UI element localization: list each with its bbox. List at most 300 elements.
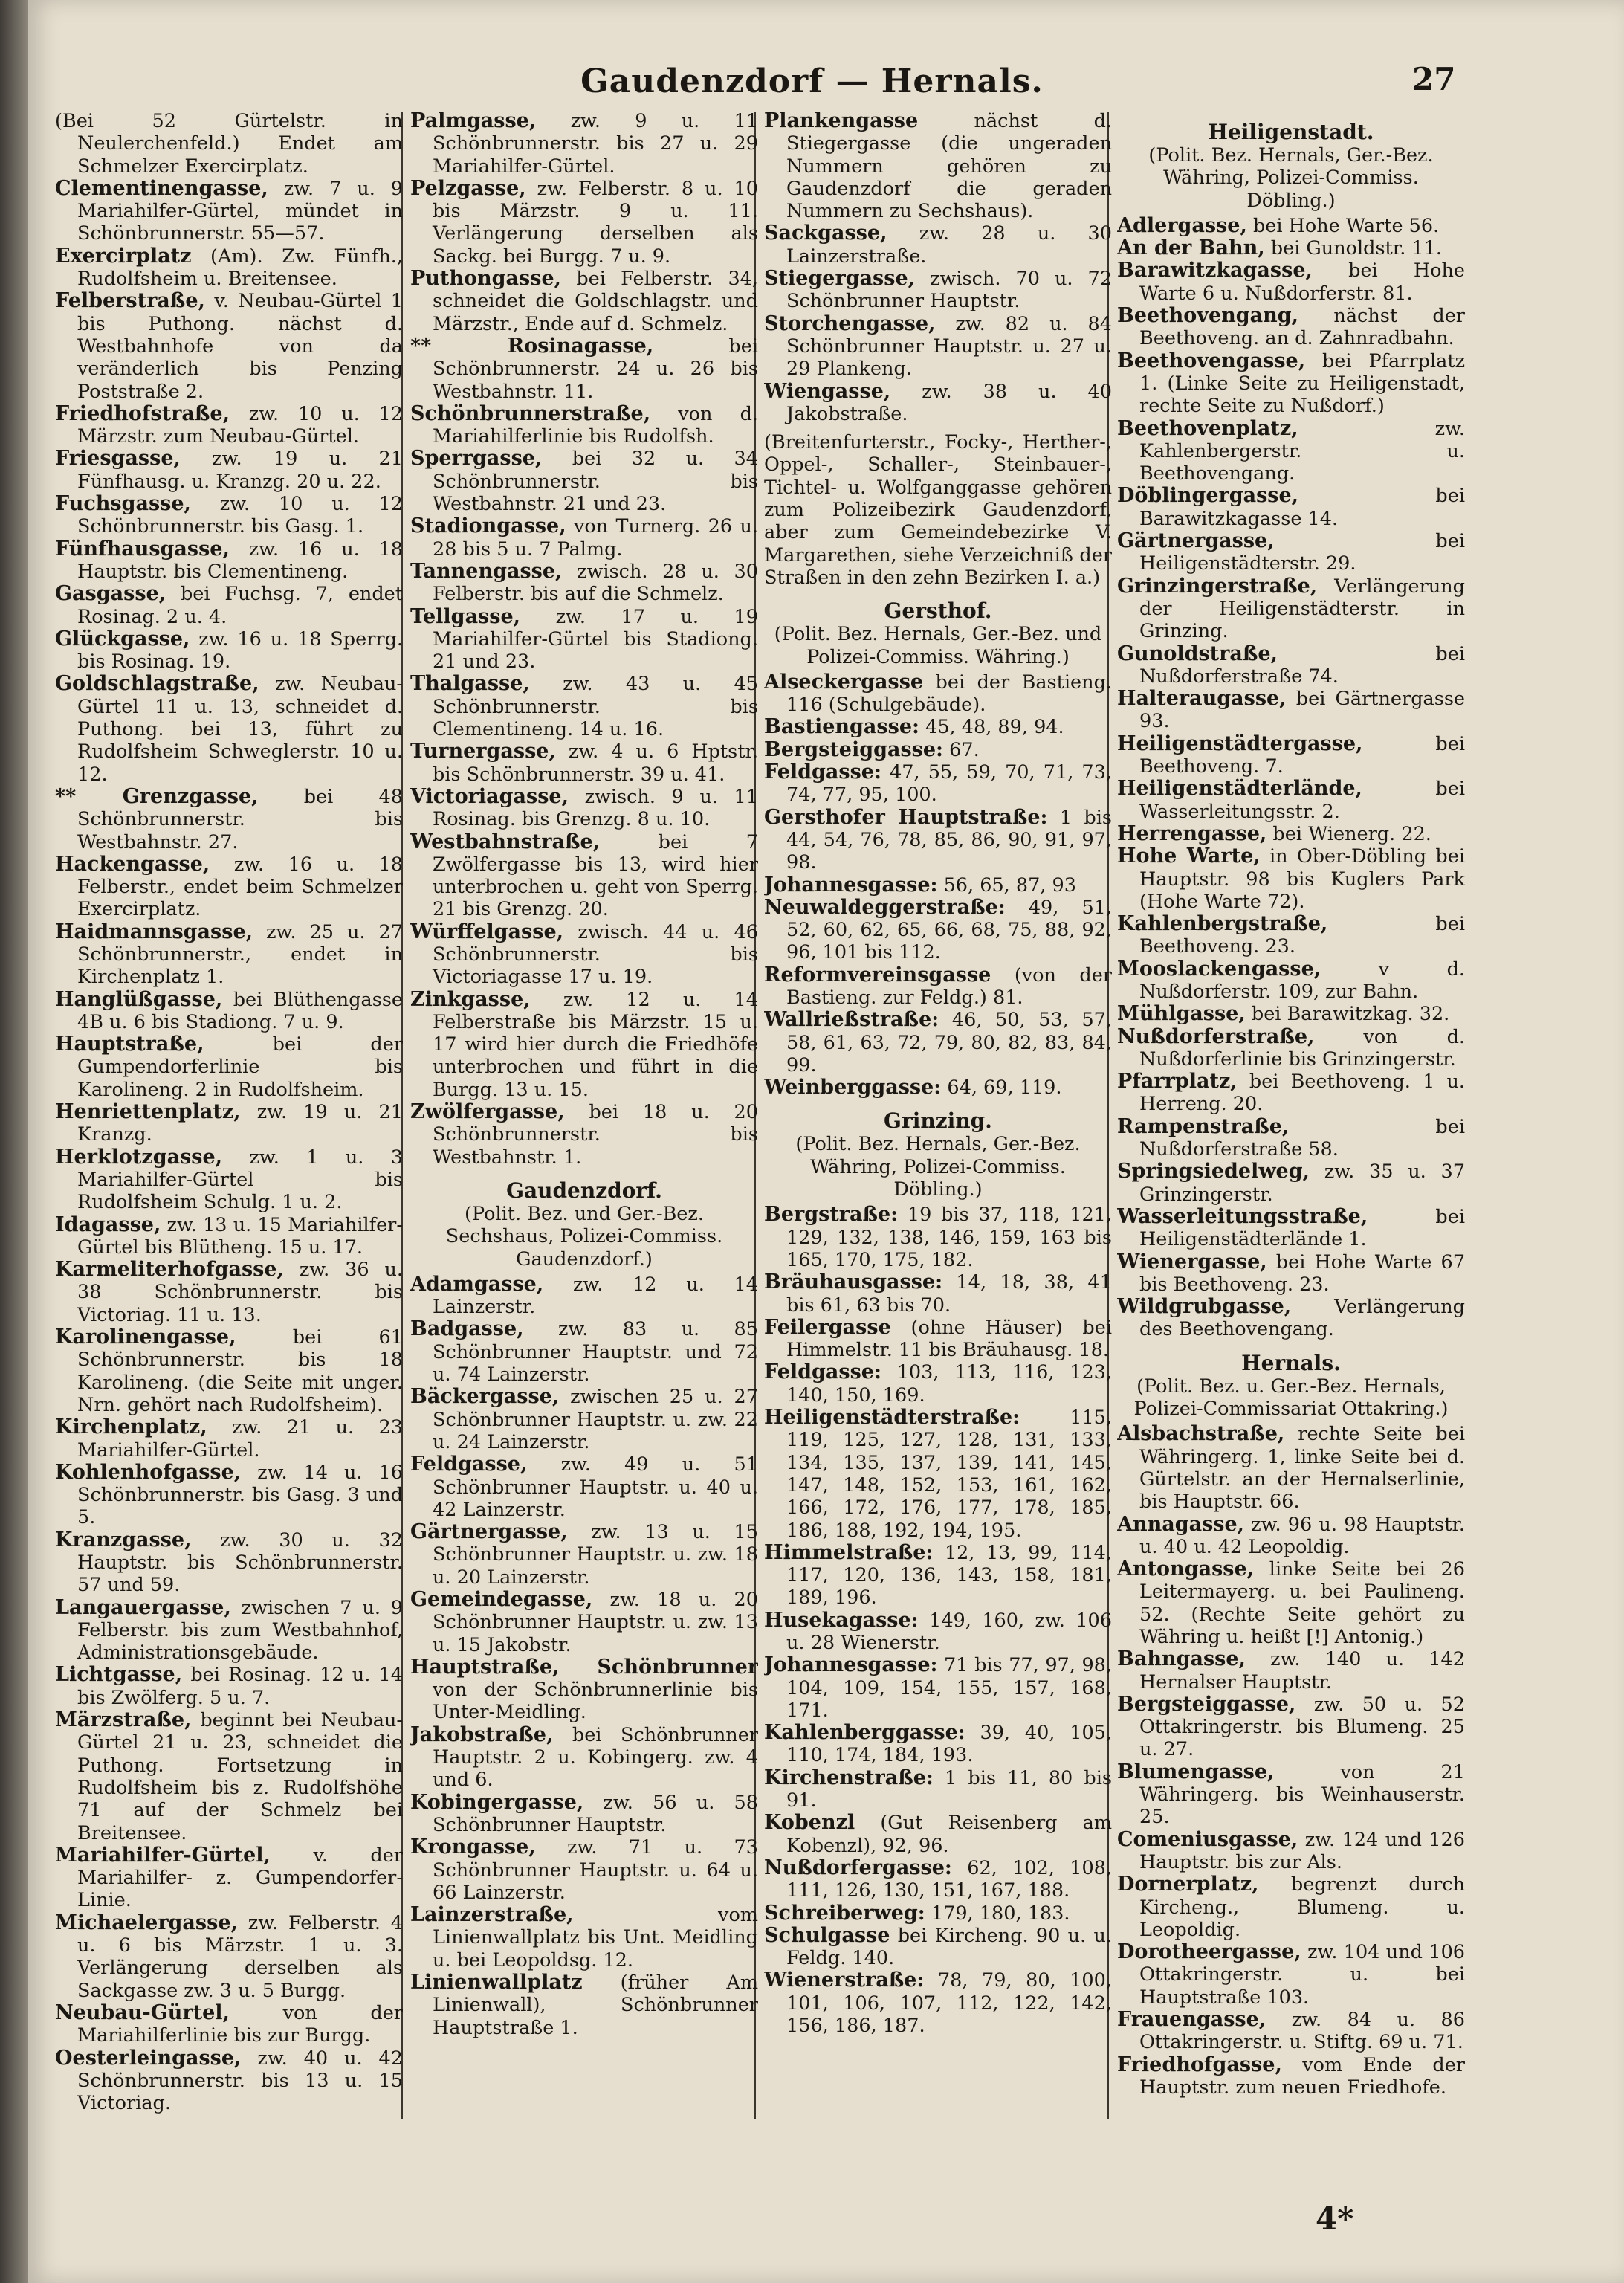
street-entry: [1117, 418, 1465, 485]
street-description: bei 7 Zwölfergasse bis 13, wird hier unterbrochen u. geht von Sperrg. 21 bis Grenzg. 20.: [433, 830, 758, 921]
street-description: von d. Mariahilferlinie bis Rudolfsh.: [433, 402, 758, 448]
street-name: Annagasse,: [1117, 1512, 1245, 1536]
street-name: Zwölfergasse,: [410, 1100, 565, 1124]
street-entry: [1117, 688, 1465, 733]
street-description: zw. 12 u. 14 Lainzerstr.: [433, 1273, 758, 1319]
street-description: 12, 13, 99, 114, 117, 120, 136, 143, 158, 181, 189, 196.: [786, 1541, 1112, 1609]
street-entry: [1117, 643, 1465, 688]
street-name: Antongasse,: [1117, 1557, 1255, 1581]
street-description: 1 bis 11, 80 bis 91.: [786, 1766, 1112, 1812]
street-entry: [764, 1076, 1112, 1099]
street-entry: [410, 1836, 758, 1904]
street-entry: [410, 673, 758, 740]
street-entry: [410, 1904, 758, 1972]
street-description: bei Beethoveng. 7.: [1139, 732, 1465, 778]
street-description: zw. 13 u. 15 Schönbrunner Hauptstr. u. zw. 18 u. 20 Lainzerstr.: [433, 1521, 758, 1589]
street-name: Gärtnergasse,: [1117, 529, 1275, 553]
street-entry: [764, 268, 1112, 313]
street-name: Schönbrunnerstraße,: [410, 401, 651, 425]
street-entry: [410, 921, 758, 989]
street-entry: [1117, 1116, 1465, 1161]
street-description: begrenzt durch Kircheng., Blumeng. u. Leopoldig.: [1139, 1873, 1465, 1941]
street-entry: [55, 628, 403, 674]
street-entry: [1117, 1873, 1465, 1941]
street-entry: [1117, 1693, 1465, 1761]
street-name: Döblingergasse,: [1117, 484, 1299, 508]
street-description: zw. 84 u. 86 Ottakringerstr. u. Stiftg. 69 u. 71.: [1139, 2009, 1465, 2054]
street-description: bei Kircheng. 90 u. u. Feldg. 140.: [786, 1924, 1112, 1970]
street-description: zw. 17 u. 19 Mariahilfer-Gürtel bis Stadiong. 21 und 23.: [433, 605, 758, 674]
street-entry: [410, 448, 758, 515]
street-entry: [764, 897, 1112, 964]
street-entry: [410, 1589, 758, 1656]
street-name: Pfarrplatz,: [1117, 1070, 1238, 1094]
street-entry: [1117, 823, 1465, 845]
street-name: Bergstraße:: [764, 1203, 899, 1227]
street-entry: [1117, 2009, 1465, 2054]
street-entry: [55, 1709, 403, 1844]
street-description: 14, 18, 38, 41 bis 61, 63 bis 70.: [786, 1271, 1112, 1317]
street-description: in Ober-Döbling bei Hauptstr. 98 bis Kuglers Park (Hohe Warte 72).: [1139, 845, 1465, 913]
street-entry: [764, 1009, 1112, 1076]
street-name: Friedhofgasse,: [1117, 2053, 1282, 2076]
street-name: Tellgasse,: [410, 604, 521, 628]
street-description: 78, 79, 80, 100, 101, 106, 107, 112, 122, 142, 156, 186, 187.: [786, 1969, 1112, 2038]
section-info: (Polit. Bez. und Ger.-Bez. Sechshaus, Polizei-Commiss. Gaudenzdorf.): [445, 1202, 723, 1270]
street-entry: [1117, 485, 1465, 530]
street-name: Gunoldstraße,: [1117, 642, 1278, 665]
section-heading: Gaudenzdorf.: [506, 1178, 662, 1203]
street-name: Beethovenplatz,: [1117, 416, 1298, 440]
street-description: zw. 16 u. 18 Hauptstr. bis Clementineng.: [77, 537, 403, 583]
street-entry: [410, 1101, 758, 1169]
street-description: zw. 4 u. 6 Hptstr. bis Schönbrunnerstr. 39 u. 41.: [433, 740, 758, 786]
street-entry: [55, 921, 403, 989]
street-name: Kirchenstraße:: [764, 1766, 934, 1789]
street-entry: [764, 1857, 1112, 1902]
street-name: Karmeliterhofgasse,: [55, 1258, 284, 1282]
street-entry: [1117, 1558, 1465, 1648]
street-description: v. Neubau-Gürtel 1 bis Puthong. nächst d. Westbahnhofe von da veränderlich bis Penzing Poststraße 2.: [77, 290, 403, 403]
street-description: zw. 13 u. 15 Mariahilfer-Gürtel bis Blütheng. 15 u. 17.: [77, 1213, 403, 1259]
street-name: Stiegergasse,: [764, 267, 916, 291]
street-entry: [764, 1204, 1112, 1271]
street-entry: [55, 673, 403, 785]
street-name: Herklotzgasse,: [55, 1145, 223, 1169]
street-entry: [410, 1972, 758, 2039]
street-entry: [55, 178, 403, 245]
street-description: zw. 18 u. 20 Schönbrunner Hauptstr. u. zw. 13 u. 15 Jakobstr.: [433, 1589, 758, 1656]
street-description: bei Beethoveng. 23.: [1139, 913, 1465, 958]
street-entry: [410, 335, 758, 403]
street-description: 115, 119, 125, 127, 128, 131, 133, 134, 135, 137, 139, 141, 145, 147, 148, 152, 153, 161, 162, 166, 172, 176, 177, 178, 185, 186, 188, 192, 194, 195.: [786, 1407, 1112, 1542]
street-entry: [1117, 1160, 1465, 1206]
street-description: zw. 49 u. 51 Schönbrunner Hauptstr. u. 40 u. 42 Lainzerstr.: [433, 1453, 758, 1521]
street-entry: [1117, 237, 1465, 259]
street-name: Neubau-Gürtel,: [55, 2001, 230, 2024]
street-name: Kobingergasse,: [410, 1790, 584, 1814]
street-description: bei Wienerg. 22.: [1272, 822, 1431, 845]
street-entry: [1117, 1423, 1465, 1513]
street-description: (Am). Zw. Fünfh., Rudolfsheim u. Breitensee.: [77, 245, 403, 291]
street-name: Herrengasse,: [1117, 821, 1267, 845]
street-description: zw. 12 u. 14 Felberstraße bis Märzstr. 15 u. 17 wird hier durch die Friedhöfe unterbrochen und führt in die Burgg. 13 u. 15.: [433, 988, 758, 1101]
street-entry: [764, 222, 1112, 268]
street-name: Springsiedelweg,: [1117, 1160, 1310, 1184]
street-name: Beethovengasse,: [1117, 349, 1306, 372]
street-description: zw. 83 u. 85 Schönbrunner Hauptstr. und 72 u. 74 Lainzerstr.: [433, 1318, 758, 1386]
street-description: zw. 28 u. 30 Lainzerstraße.: [786, 222, 1112, 268]
street-description: beginnt bei Neubau-Gürtel 21 u. 23, schneidet die Puthong. Fortsetzung in Rudolfsheim bis z. Rudolfshöhe 71 auf der Schmelz bei Breitensee.: [77, 1709, 403, 1844]
street-entry: [1117, 1026, 1465, 1071]
street-entry: [55, 1259, 403, 1326]
street-description: 1 bis 44, 54, 76, 78, 85, 86, 90, 91, 97, 98.: [786, 806, 1112, 874]
street-description: zwisch. 9 u. 11 Rosinag. bis Grenzg. 8 u. 10.: [433, 785, 758, 831]
street-entry: [55, 1597, 403, 1664]
street-description: zw. 19 u. 21 Kranzg.: [77, 1101, 403, 1146]
street-name: Grinzingerstraße,: [1117, 574, 1318, 598]
street-name: ** Grenzgasse,: [55, 784, 259, 808]
street-description: 64, 69, 119.: [947, 1076, 1062, 1099]
street-description: 67.: [949, 738, 980, 761]
street-name: Halteraugasse,: [1117, 687, 1287, 711]
street-entry: [1117, 733, 1465, 778]
street-entry: [55, 1146, 403, 1214]
street-name: Karolinengasse,: [55, 1325, 236, 1349]
street-entry: [55, 448, 403, 493]
street-entry: [410, 1318, 758, 1386]
street-description: bei Hohe Warte 6 u. Nußdorferstr. 81.: [1139, 259, 1465, 305]
street-name: Hauptstraße,: [55, 1033, 204, 1056]
street-entry: [1117, 1003, 1465, 1025]
page-number: 27: [1412, 61, 1456, 97]
street-description: bei Pfarrplatz 1. (Linke Seite zu Heiligenstadt, rechte Seite zu Nußdorf.): [1139, 349, 1465, 418]
street-name: Gemeindegasse,: [410, 1588, 593, 1611]
street-name: Dorotheergasse,: [1117, 1940, 1301, 1964]
street-entry: [1117, 845, 1465, 913]
street-description: bei Heiligenstädterstr. 29.: [1139, 530, 1465, 575]
street-entry: [764, 716, 1112, 738]
street-description: zw. 16 u. 18 Felberstr., endet beim Schmelzer Exercirplatz.: [77, 853, 403, 921]
street-name: Gärtnergasse,: [410, 1520, 568, 1544]
street-name: Bräuhausgasse:: [764, 1270, 943, 1294]
street-name: Reformvereinsgasse: [764, 963, 991, 986]
section-note: (Breitenfurterstr., Focky-, Herther-, Oppel-, Schaller-, Steinbauer-, Tichtel- u. Wolfganggasse gehören zum Polizeibezirk Gaudenzdorf, aber zum Gemeindebezirke V. Margarethen, siehe Verzeichniß der Straßen in den zehn Bezirken I. a.): [764, 431, 1112, 589]
street-description: v d. Nußdorferstr. 109, zur Bahn.: [1139, 958, 1465, 1003]
street-entry: [55, 1416, 403, 1462]
street-entry: [410, 561, 758, 606]
street-entry: [55, 110, 403, 178]
street-entry: [1117, 575, 1465, 643]
street-name: Kirchenplatz,: [55, 1415, 207, 1439]
street-name: Glückgasse,: [55, 627, 190, 650]
street-name: Gersthofer Hauptstraße:: [764, 805, 1048, 829]
street-description: bei Blüthengasse 4B u. 6 bis Stadiong. 7 u. 9.: [77, 988, 403, 1033]
street-entry: [764, 313, 1112, 381]
street-entry: [410, 515, 758, 561]
street-entry: [410, 403, 758, 448]
street-name: Idagasse,: [55, 1212, 161, 1236]
street-entry: [764, 1722, 1112, 1767]
street-name: Fünfhausgasse,: [55, 537, 230, 561]
street-name: Lainzerstraße,: [410, 1903, 574, 1927]
street-description: von Turnerg. 26 u. 28 bis 5 u. 7 Palmg.: [433, 515, 758, 561]
street-entry: [55, 403, 403, 448]
street-description: 179, 180, 183.: [931, 1902, 1070, 1925]
street-description: (früher Am Linienwall), Schönbrunner Hauptstraße 1.: [433, 1972, 758, 2039]
street-description: zw. Felberstr. 8 u. 10 bis Märzstr. 9 u. 11. Verlängerung derselben als Sackg. bei Burgg. 7 u. 9.: [433, 177, 758, 268]
street-entry: [764, 1902, 1112, 1925]
street-description: (Gut Reisenberg am Kobenzl), 92, 96.: [786, 1812, 1112, 1857]
street-name: Langauergasse,: [55, 1595, 231, 1619]
street-name: An der Bahn,: [1117, 236, 1265, 260]
street-description: bei Barawitzkagasse 14.: [1139, 485, 1465, 530]
street-entry: [410, 989, 758, 1101]
street-name: Feilergasse: [764, 1315, 891, 1339]
street-name: Exercirplatz: [55, 244, 192, 268]
street-description: 19 bis 37, 118, 121, 129, 132, 138, 146, 159, 163 bis 165, 170, 175, 182.: [786, 1204, 1112, 1271]
street-entry: [764, 1767, 1112, 1812]
street-description: von 21 Währingerg. bis Weinhauserstr. 25.: [1139, 1760, 1465, 1829]
street-name: Husekagasse:: [764, 1608, 919, 1632]
section-info: (Polit. Bez. u. Ger.-Bez. Hernals, Polizei-Commissariat Ottakring.): [1133, 1375, 1449, 1421]
street-name: Felberstraße,: [55, 289, 205, 313]
street-name: Hanglüßgasse,: [55, 987, 223, 1011]
street-entry: [55, 1912, 403, 2002]
street-name: Nußdorferstraße,: [1117, 1024, 1315, 1048]
street-name: Nußdorfergasse:: [764, 1856, 952, 1879]
street-entry: [410, 1521, 758, 1589]
column-3: [764, 110, 1112, 2251]
street-entry: [1117, 913, 1465, 958]
street-description: zw. 124 und 126 Hauptstr. bis zur Als.: [1139, 1828, 1465, 1873]
street-name: Adamgasse,: [410, 1272, 544, 1296]
street-entry: [1117, 1251, 1465, 1297]
section-heading: Hernals.: [1241, 1350, 1341, 1375]
street-description: bei Nußdorferstraße 58.: [1139, 1115, 1465, 1161]
street-entry: [55, 245, 403, 291]
street-name: Wiengasse,: [764, 379, 891, 403]
street-entry: [1117, 1648, 1465, 1693]
section-info: (Polit. Bez. Hernals, Ger.-Bez. Währing, Polizei-Commiss. Döbling.): [1148, 144, 1434, 212]
street-entry: [410, 1453, 758, 1521]
street-name: Barawitzkagasse,: [1117, 259, 1313, 282]
street-name: Schreiberweg:: [764, 1901, 925, 1925]
street-name: Feldgasse:: [764, 761, 881, 784]
street-entry: [55, 1101, 403, 1146]
section-heading: Gersthof.: [884, 598, 992, 624]
street-entry: [764, 1609, 1112, 1655]
street-name: Stadiongasse,: [410, 514, 566, 538]
street-description: zwisch. 70 u. 72 Schönbrunner Hauptstr.: [786, 268, 1112, 313]
street-entry: [410, 110, 758, 178]
street-entry: [55, 1664, 403, 1709]
street-name: Goldschlagstraße,: [55, 672, 259, 696]
street-description: nächst der Beethoveng. an d. Zahnradbahn.: [1139, 305, 1465, 350]
street-description: bei Wasserleitungsstr. 2.: [1139, 778, 1465, 823]
street-name: Mariahilfer-Gürtel,: [55, 1843, 271, 1867]
street-entry: [764, 1969, 1112, 2037]
street-description: zwisch. 28 u. 30 Felberstr. bis auf die Schmelz.: [433, 560, 758, 606]
street-description: zw. 10 u. 12 Schönbrunnerstr. bis Gasg. 1.: [77, 493, 403, 538]
street-description: Verlängerung der Heiligenstädterstr. in Grinzing.: [1139, 575, 1465, 643]
street-name: Mooslackengasse,: [1117, 957, 1321, 981]
street-description: Verlängerung des Beethovengang.: [1139, 1296, 1465, 1341]
street-name: Heiligenstädtergasse,: [1117, 732, 1363, 755]
section-info: (Polit. Bez. Hernals, Ger.-Bez. und Polizei-Commiss. Währing.): [774, 623, 1102, 668]
street-description: von d. Nußdorferlinie bis Grinzingerstr.: [1139, 1025, 1465, 1071]
street-name: Pelzgasse,: [410, 176, 526, 200]
street-description: zw. 14 u. 16 Schönbrunnerstr. bis Gasg. 3 und 5.: [77, 1461, 403, 1529]
street-name: Fuchsgasse,: [55, 492, 191, 516]
street-entry: [1117, 1071, 1465, 1116]
street-entry: [55, 290, 403, 402]
street-name: ** Rosinagasse,: [410, 334, 654, 358]
street-description: zw. 16 u. 18 Sperrg. bis Rosinag. 19.: [77, 627, 403, 674]
street-name: Johannesgasse:: [764, 873, 938, 897]
street-name: Jakobstraße,: [410, 1722, 554, 1746]
street-entry: [55, 538, 403, 584]
street-description: bei Heiligenstädterlände 1.: [1139, 1205, 1465, 1251]
page-header-title: Gaudenzdorf — Hernals.: [580, 62, 1044, 100]
street-entry: [55, 1033, 403, 1101]
street-entry: [1117, 1514, 1465, 1559]
street-name: Neuwaldeggerstraße:: [764, 895, 1006, 919]
street-entry: [1117, 1829, 1465, 1874]
street-description: vom Linienwallplatz bis Unt. Meidling u. bei Leopoldsg. 12.: [433, 1904, 758, 1972]
street-name: Linienwallplatz: [410, 1971, 583, 1995]
street-entry: [1117, 1206, 1465, 1251]
street-name: Schulgasse: [764, 1923, 890, 1947]
street-description: (ohne Häuser) bei Himmelstr. 11 bis Bräuhausg. 18.: [786, 1316, 1112, 1362]
street-description: bei Felberstr. 34, schneidet die Goldschlagstr. und Märzstr., Ende auf d. Schmelz.: [433, 268, 758, 335]
street-entry: [764, 807, 1112, 874]
street-description: zw. 30 u. 32 Hauptstr. bis Schönbrunnerstr. 57 und 59.: [77, 1528, 403, 1597]
section-heading: Heiligenstadt.: [1208, 120, 1374, 144]
street-description: bei Fuchsg. 7, endet Rosinag. 2 u. 4.: [77, 583, 403, 628]
street-name: Sperrgasse,: [410, 447, 543, 471]
street-description: zw. 9 u. 11 Schönbrunnerstr. bis 27 u. 29 Mariahilfer-Gürtel.: [433, 110, 758, 178]
street-name: Storchengasse,: [764, 311, 936, 335]
street-name: Wildgrubgasse,: [1117, 1295, 1292, 1319]
street-entry: [764, 761, 1112, 807]
street-name: Beethovengang,: [1117, 304, 1299, 328]
street-entry: [410, 178, 758, 268]
street-entry: [1117, 778, 1465, 823]
street-name: Mühlgasse,: [1117, 1002, 1246, 1026]
street-entry: [764, 671, 1112, 717]
street-description: (Bei 52 Gürtelstr. in Neulerchenfeld.) Endet am Schmelzer Exercirplatz.: [55, 110, 403, 178]
column-2: [410, 110, 758, 2251]
street-entry: [764, 739, 1112, 761]
street-entry: [1117, 259, 1465, 305]
street-name: Wasserleitungsstraße,: [1117, 1204, 1368, 1228]
street-description: vom Ende der Hauptstr. zum neuen Friedhofe.: [1139, 2053, 1465, 2099]
column-4: [1117, 110, 1465, 2251]
street-description: bei 18 u. 20 Schönbrunnerstr. bis Westbahnstr. 1.: [433, 1101, 758, 1169]
street-description: bei Schönbrunnerstr. 24 u. 26 bis Westbahnstr. 11.: [433, 335, 758, 403]
street-entry: [55, 1529, 403, 1597]
street-description: zw. 1 u. 3 Mariahilfer-Gürtel bis Rudolfsheim Schulg. 1 u. 2.: [77, 1146, 403, 1214]
street-name: Comeniusgasse,: [1117, 1827, 1298, 1851]
street-name: Kohlenhofgasse,: [55, 1460, 242, 1484]
street-description: bei der Bastieng. 116 (Schulgebäude).: [786, 671, 1112, 717]
street-description: 56, 65, 87, 93: [943, 874, 1077, 897]
street-description: v. der Mariahilfer- z. Gumpendorfer-Linie.: [77, 1844, 403, 1912]
street-description: bei Schönbrunner Hauptstr. 2 u. Kobingerg. zw. 4 und 6.: [433, 1723, 758, 1792]
street-entry: [410, 1386, 758, 1453]
street-description: bei Nußdorferstraße 74.: [1139, 642, 1465, 688]
street-description: 71 bis 77, 97, 98, 104, 109, 154, 155, 157, 168, 171.: [786, 1654, 1112, 1722]
street-description: nächst d. Stiegergasse (die ungeraden Nummern gehören zu Gaudenzdorf die geraden Nummern zu Sechshaus).: [786, 110, 1112, 223]
section-info: (Polit. Bez. Hernals, Ger.-Bez. Währing, Polizei-Commiss. Döbling.): [795, 1133, 1081, 1201]
street-description: von der Schönbrunnerlinie bis Unter-Meidling.: [433, 1679, 758, 1724]
street-entry: [55, 1462, 403, 1529]
street-description: rechte Seite bei Währingerg. 1, linke Seite bei d. Gürtelstr. an der Hernalserlinie, bis Hauptstr. 66.: [1139, 1423, 1465, 1514]
street-name: Krongasse,: [410, 1835, 536, 1859]
street-description: bei Hohe Warte 67 bis Beethoveng. 23.: [1139, 1250, 1465, 1296]
street-description: bei Rosinag. 12 u. 14 bis Zwölferg. 5 u. 7.: [77, 1664, 403, 1709]
street-name: Tannengasse,: [410, 559, 563, 583]
street-description: bei Gunoldstr. 11.: [1270, 237, 1442, 260]
street-entry: [410, 268, 758, 335]
street-name: Feldgasse,: [410, 1453, 528, 1476]
street-name: Hauptstraße, Schönbrunner: [410, 1655, 758, 1679]
street-description: 149, 160, zw. 106 u. 28 Wienerstr.: [786, 1609, 1112, 1654]
street-name: Friedhofstraße,: [55, 401, 230, 425]
street-name: Michaelergasse,: [55, 1911, 238, 1934]
street-entry: [1117, 1296, 1465, 1341]
street-name: Dornerplatz,: [1117, 1873, 1259, 1896]
street-entry: [410, 606, 758, 674]
street-description: zw. 19 u. 21 Fünfhausg. u. Kranzg. 20 u. 22.: [77, 448, 403, 493]
street-entry: [764, 1654, 1112, 1722]
street-name: Bäckergasse,: [410, 1385, 560, 1409]
street-entry: [55, 1844, 403, 1912]
street-description: zw. 38 u. 40 Jakobstraße.: [786, 380, 1112, 425]
street-entry: [410, 831, 758, 921]
street-name: Wienergasse,: [1117, 1250, 1267, 1273]
street-name: Plankengasse: [764, 110, 919, 132]
street-name: Kahlenbergstraße,: [1117, 912, 1328, 936]
street-entry: [55, 786, 403, 853]
street-description: zwischen 7 u. 9 Felberstr. bis zum Westbahnhof, Administrationsgebäude.: [77, 1596, 403, 1664]
street-entry: [410, 786, 758, 831]
street-name: Wienerstraße:: [764, 1969, 925, 1992]
street-description: 45, 48, 89, 94.: [925, 716, 1064, 739]
street-description: zw. 56 u. 58 Schönbrunner Hauptstr.: [433, 1791, 758, 1836]
street-name: Alsbachstraße,: [1117, 1422, 1285, 1446]
street-name: Weinberggasse:: [764, 1076, 942, 1099]
street-description: zw. 35 u. 37 Grinzingerstr.: [1139, 1160, 1465, 1206]
street-entry: [764, 1271, 1112, 1317]
street-description: bei 61 Schönbrunnerstr. bis 18 Karolineng. (die Seite mit unger. Nrn. gehört nach Rudolfsheim).: [77, 1326, 403, 1416]
street-description: zw. 43 u. 45 Schönbrunnerstr. bis Clementineng. 14 u. 16.: [433, 673, 758, 741]
street-description: linke Seite bei 26 Leitermayerg. u. bei Paulineng. 52. (Rechte Seite gehört zu Währing u. heißt [!] Antonig.): [1139, 1558, 1465, 1648]
street-description: zw. 21 u. 23 Mariahilfer-Gürtel.: [77, 1416, 403, 1462]
street-description: zw. 104 und 106 Ottakringerstr. u. bei Hauptstraße 103.: [1139, 1941, 1465, 2009]
book-gutter: [0, 0, 28, 2283]
street-name: Blumengasse,: [1117, 1760, 1275, 1783]
street-description: bei Hohe Warte 56.: [1252, 214, 1440, 237]
street-entry: [410, 740, 758, 786]
street-name: Rampenstraße,: [1117, 1114, 1290, 1138]
street-name: Sackgasse,: [764, 222, 887, 245]
street-entry: [410, 1792, 758, 1837]
street-description: zw. 96 u. 98 Hauptstr. u. 40 u. 42 Leopoldig.: [1139, 1513, 1465, 1558]
street-description: von der Mariahilferlinie bis zur Burgg.: [77, 2001, 403, 2047]
street-name: Frauengasse,: [1117, 2008, 1266, 2032]
